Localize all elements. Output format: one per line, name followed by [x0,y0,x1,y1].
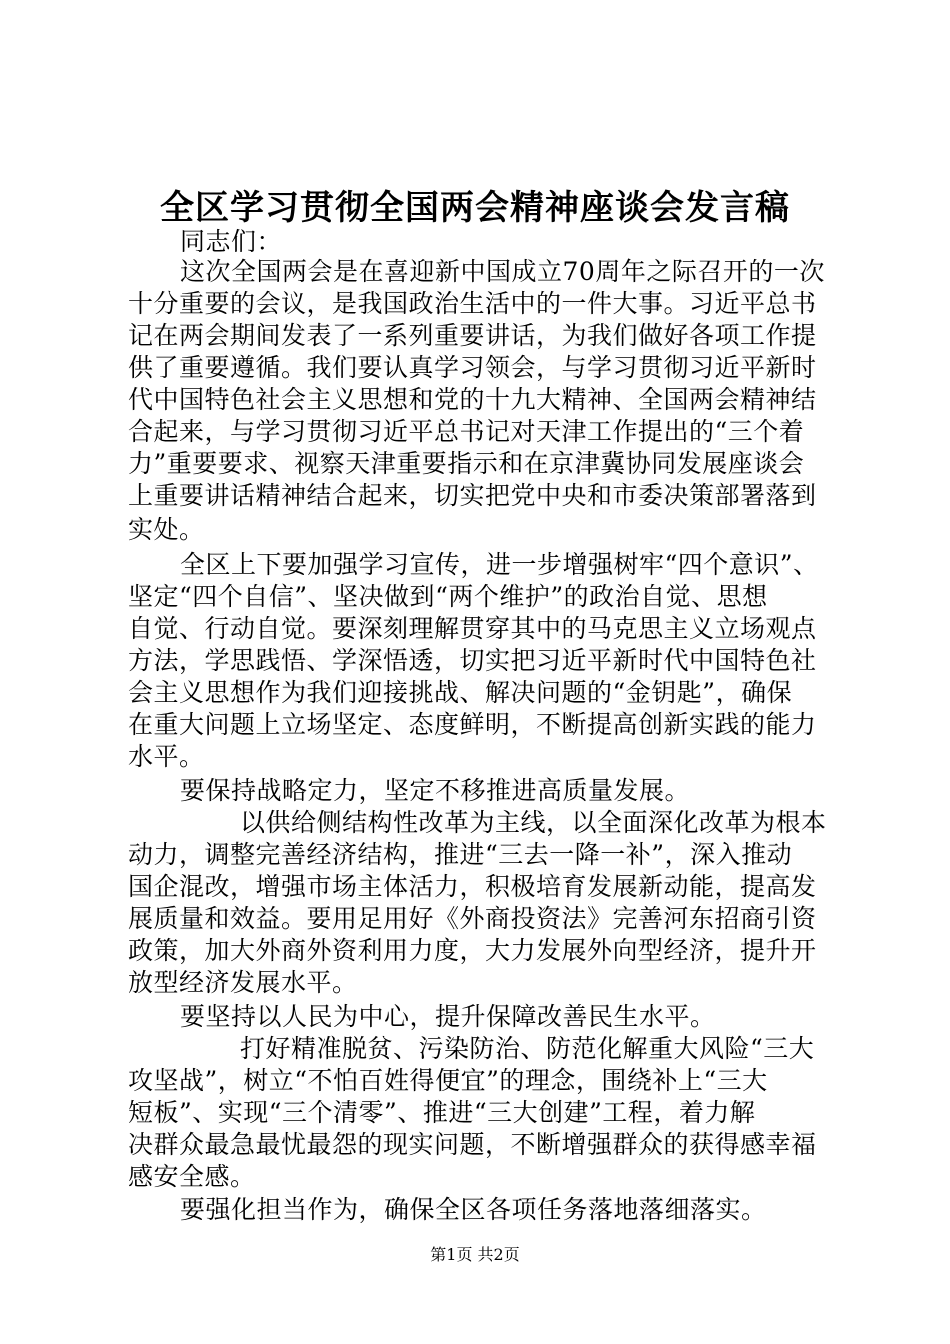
body-line: 感安全感。 [128,1162,256,1191]
body-line: 会主义思想作为我们迎接挑战、解决问题的“金钥匙”，确保 [128,678,793,707]
body-line: 这次全国两会是在喜迎新中国成立70周年之际召开的一次 [180,257,825,286]
body-line: 要坚持以人民为中心，提升保障改善民生水平。 [180,1002,716,1031]
body-line: 记在两会期间发表了一系列重要讲话，为我们做好各项工作提 [128,321,817,350]
body-line: 展质量和效益。要用足用好《外商投资法》完善河东招商引资 [128,904,817,933]
page-footer: 第1页 共2页 [430,1245,520,1264]
body-line: 放型经济发展水平。 [128,968,358,997]
body-line: 短板”、实现“三个清零”、推进“三大创建”工程，着力解 [128,1098,756,1127]
body-line: 合起来，与学习贯彻习近平总书记对天津工作提出的“三个着 [128,417,805,446]
body-line: 十分重要的会议，是我国政治生活中的一件大事。习近平总书 [128,289,817,318]
body-line: 在重大问题上立场坚定、态度鲜明，不断提高创新实践的能力 [128,710,817,739]
body-line: 实处。 [128,515,205,544]
document-title: 全区学习贯彻全国两会精神座谈会发言稿 [160,188,790,228]
body-line: 以供给侧结构性改革为主线，以全面深化改革为根本 [240,808,827,837]
body-line: 水平。 [128,742,205,771]
body-line: 供了重要遵循。我们要认真学习领会，与学习贯彻习近平新时 [128,353,817,382]
body-line: 国企混改，增强市场主体活力，积极培育发展新动能，提高发 [128,872,817,901]
body-line: 方法，学思践悟、学深悟透，切实把习近平新时代中国特色社 [128,646,817,675]
body-line: 打好精准脱贫、污染防治、防范化解重大风险“三大 [240,1034,815,1063]
body-line: 同志们： [180,227,283,256]
body-line: 自觉、行动自觉。要深刻理解贯穿其中的马克思主义立场观点 [128,614,817,643]
body-line: 攻坚战”，树立“不怕百姓得便宜”的理念，围绕补上“三大 [128,1066,768,1095]
body-line: 坚定“四个自信”、坚决做到“两个维护”的政治自觉、思想 [128,582,768,611]
body-line: 政策，加大外商外资利用力度，大力发展外向型经济，提升开 [128,936,817,965]
body-line: 上重要讲话精神结合起来，切实把党中央和市委决策部署落到 [128,481,817,510]
body-line: 要保持战略定力，坚定不移推进高质量发展。 [180,776,691,805]
body-line: 要强化担当作为，确保全区各项任务落地落细落实。 [180,1195,767,1224]
body-line: 力”重要要求、视察天津重要指示和在京津冀协同发展座谈会 [128,449,805,478]
body-line: 决群众最急最忧最怨的现实问题，不断增强群众的获得感幸福 [128,1130,817,1159]
body-line: 代中国特色社会主义思想和党的十九大精神、全国两会精神结 [128,385,817,414]
body-line: 全区上下要加强学习宣传，进一步增强树牢“四个意识”、 [180,550,819,579]
body-line: 动力，调整完善经济结构，推进“三去一降一补”，深入推动 [128,840,793,869]
